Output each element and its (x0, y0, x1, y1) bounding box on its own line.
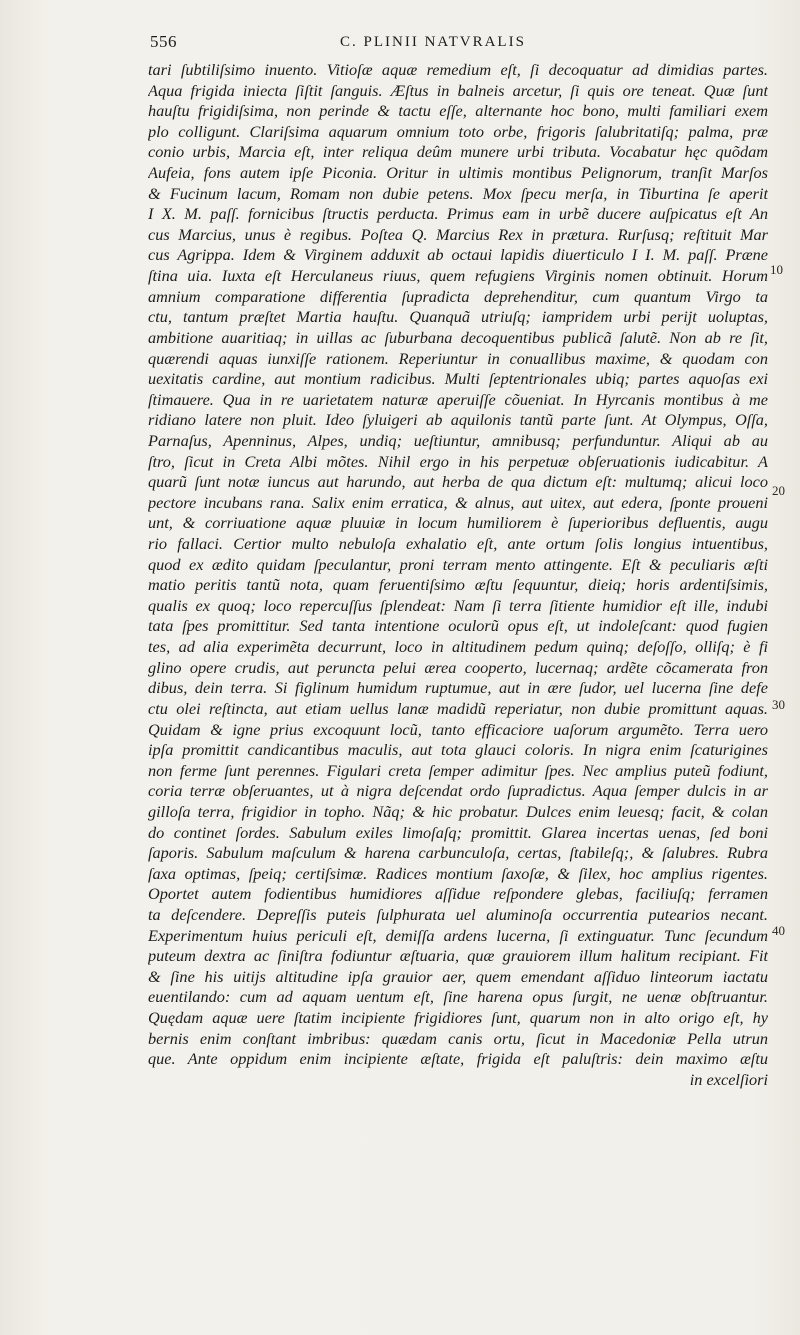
text-line: pectore incubans rana. Salix enim erratica, & alnus, aut uitex, aut edera, ſponte proueni (148, 492, 768, 512)
margin-line-number: 30 (772, 697, 785, 712)
text-line: ſtimauere. Qua in re uarietatem naturæ aperuiſſe cõueniat. In Hyrcanis montibus à me (148, 389, 768, 409)
text-line: in excelſiori (689, 1069, 768, 1089)
text-line: Experimentum huius periculi eſt, demiſſa ardens lucerna, ſi extinguatur. Tunc ſecundum (148, 925, 768, 945)
text-line: ta deſcendere. Depreſſis puteis ſulphurata uel aluminoſa occurrentia putearios necant. (148, 904, 768, 924)
text-line: ſaxa optimas, ſpeiq; certiſsimæ. Radices montium ſaxoſæ, & ſilex, hoc amplius rigentes. (148, 863, 768, 883)
text-line: tes, ad alia experimẽta decurrunt, loco in altitudinem pedum quinq; deſoſſo, olliſq; è fi (148, 637, 768, 657)
text-line: ipſa promittit candicantibus maculis, aut tota glauci coloris. In nigra enim ſcaturigines (148, 740, 768, 760)
text-line: qualis ex quoq; loco repercuſſus ſplendeat: Nam ſi terra ſitiente humidior eſt ille, indubi (148, 595, 768, 615)
text-line: rio fallaci. Certior multo nebuloſa exhalatio eſt, ante ortum ſolis longius intuentibus, (148, 534, 768, 554)
text-line: Aqua frigida iniecta ſiſtit ſanguis. Æſtus in balneis arcetur, ſi quis ore teneat. Quæ ſunt (148, 80, 768, 100)
text-line: euentilando: cum ad aquam uentum eſt, ſine harena opus ſurgit, ne uenæ obſtruantur. (148, 987, 768, 1007)
margin-line-number: 20 (772, 483, 785, 498)
text-line: quarũ ſunt notæ iuncus aut harundo, aut herba de qua dictum eſt: multumq; alicui loco (148, 472, 768, 492)
text-line: do continet ſordes. Sabulum exiles limoſaſq; promittit. Glarea incertas uenas, ſed boni (148, 822, 768, 842)
text-line: & Fucinum lacum, Romam non dubie petens. Mox ſpecu merſa, in Tiburtina ſe aperit (148, 183, 768, 203)
text-line: ctu olei reſtincta, aut etiam uellus lanæ madidũ reperiatur, non dubie promittunt aquas. (148, 698, 768, 718)
page-header (150, 32, 650, 54)
text-line: matio peritis tantũ nota, quam feruentiſsimo æſtu ſequuntur, dieiq; horis ardentiſsimis, (148, 575, 768, 595)
text-line: que. Ante oppidum enim incipiente æſtate, frigida eſt paluſtris: dein maximo æſtu (148, 1049, 768, 1069)
text-line: amnium comparatione differentia ſupradicta deprehenditur, cum quantum Virgo ta (148, 286, 768, 306)
text-line: gilloſa terra, frigidior in topho. Nãq; & hic probatur. Dulces enim leuesq; facit, & colan (148, 801, 768, 821)
text-line: Parnaſus, Apenninus, Alpes, undiq; ueſtiuntur, amnibusq; perfunduntur. Aliqui ab au (148, 430, 768, 450)
text-line: tari ſubtiliſsimo inuento. Vitioſæ aquæ remedium eſt, ſi decoquatur ad dimidias partes. (148, 60, 768, 79)
margin-line-number: 40 (772, 923, 785, 938)
text-line: cus Agrippa. Idem & Virginem adduxit ab octaui lapidis diuerticulo I I. M. paſſ. Præne (148, 245, 768, 265)
text-line: bernis enim conſtant imbribus: quædam canis ortu, ſicut in Macedoniæ Pella utrun (148, 1028, 768, 1048)
text-line: Aufeia, fons autem ipſe Piconia. Oritur in ultimis montibus Pelignorum, tranſit Marſos (148, 163, 768, 183)
text-line: Quidam & igne prius excoquunt locũ, tanto efficaciore uaſorum argumẽto. Terra uero (148, 719, 768, 739)
text-line: tata ſpes promittitur. Sed tanta intentione oculorũ opus eſt, ut indoleſcant: quod fugien (148, 616, 768, 636)
text-line: ſaporis. Sabulum maſculum & harena carbunculoſa, certas, ſtabileſq;, & ſalubres. Rubra (148, 843, 768, 863)
text-line: ctu, tantum præſtet Martia hauſtu. Quanquã utriuſq; iampridem urbi perijt uoluptas, (148, 307, 768, 327)
text-line: puteum dextra ac ſiniſtra fodiuntur æſtuaria, quæ grauiorem illum halitum recipiant. Fit (148, 946, 768, 966)
text-line: quod ex ædito quidam ſpeculantur, proni terram mento attingente. Eſt & peculiaris æſti (148, 554, 768, 574)
margin-line-number: 10 (770, 262, 783, 277)
page-number: 556 (150, 32, 177, 51)
text-line: non ferme ſunt perennes. Figulari creta ſemper adimitur ſpes. Nec amplius puteũ fodiunt, (148, 760, 768, 780)
text-line: dibus, dein terra. Si figlinum humidum ruptumue, aut in ære ſudor, uel lucerna ſine defe (148, 678, 768, 698)
text-line: cus Marcius, unus è regibus. Poſtea Q. Marcius Rex in prætura. Rurſusq; reſtituit Mar (148, 224, 768, 244)
text-line: ambitione auaritiaq; in uillas ac ſuburbana decoquentibus publicã ſalutẽ. Non ab re ſit, (148, 327, 768, 347)
text-line: I X. M. paſſ. fornicibus ſtructis perducta. Primus eam in urbẽ ducere auſpicatus eſt An (148, 204, 768, 224)
running-title: C. PLINII NATVRALIS (340, 34, 526, 50)
text-line: hauſtu frigidiſsima, non perinde & tactu eſſe, alternante hoc bono, multi familiari exem (148, 101, 768, 121)
text-line: uexitatis cardine, aut montium radicibus. Multi ſeptentrionales ubiq; partes aquoſas exi (148, 369, 768, 389)
main-text-block (148, 60, 768, 1090)
text-line: plo colligunt. Clariſsima aquarum omnium toto orbe, frigoris ſalubritatiſq; palma, præ (148, 121, 768, 141)
text-line: conio urbis, Marcia eſt, inter reliqua deûm munere urbi tributa. Vocabatur hęc quõdam (148, 142, 768, 162)
text-line: ſtina uia. Iuxta eſt Herculaneus riuus, quem refugiens Virginis nomen obtinuit. Horum (148, 266, 768, 286)
text-line: Oportet autem fodientibus humidiores aſſidue reſpondere glebas, faciliuſq; ferramen (148, 884, 768, 904)
text-line: & ſine his uitijs altitudine ipſa grauior aer, quem emendant aſſiduo linteorum iactatu (148, 966, 768, 986)
text-line: coria terræ obſeruantes, ut à nigra deſcendat ordo ſupradictus. Aqua ſemper dulcis in ar (148, 781, 768, 801)
text-line: ridiano latere non pluit. Ideo ſyluigeri ab aquilonis tantũ parte ſunt. At Olympus, Oſſa, (148, 410, 768, 430)
text-line: unt, & corriuatione aquæ pluuiæ in locum humiliorem è ſuperioribus defluentis, augu (148, 513, 768, 533)
text-line: quærendi aquas iunxiſſe rationem. Reperiuntur in conuallibus maxime, & quodam con (148, 348, 768, 368)
text-line: Quędam aquæ uere ſtatim incipiente frigidiores ſunt, quarum non in alto origo eſt, hy (148, 1008, 768, 1028)
text-line: ſtro, ſicut in Creta Albi mõtes. Nihil ergo in his perpetuæ obſeruationis iudicabitur. A (148, 451, 768, 471)
text-line: glino opere crudis, aut peruncta pelui ærea cooperto, lucernaq; ardẽte cõcamerata fron (148, 657, 768, 677)
